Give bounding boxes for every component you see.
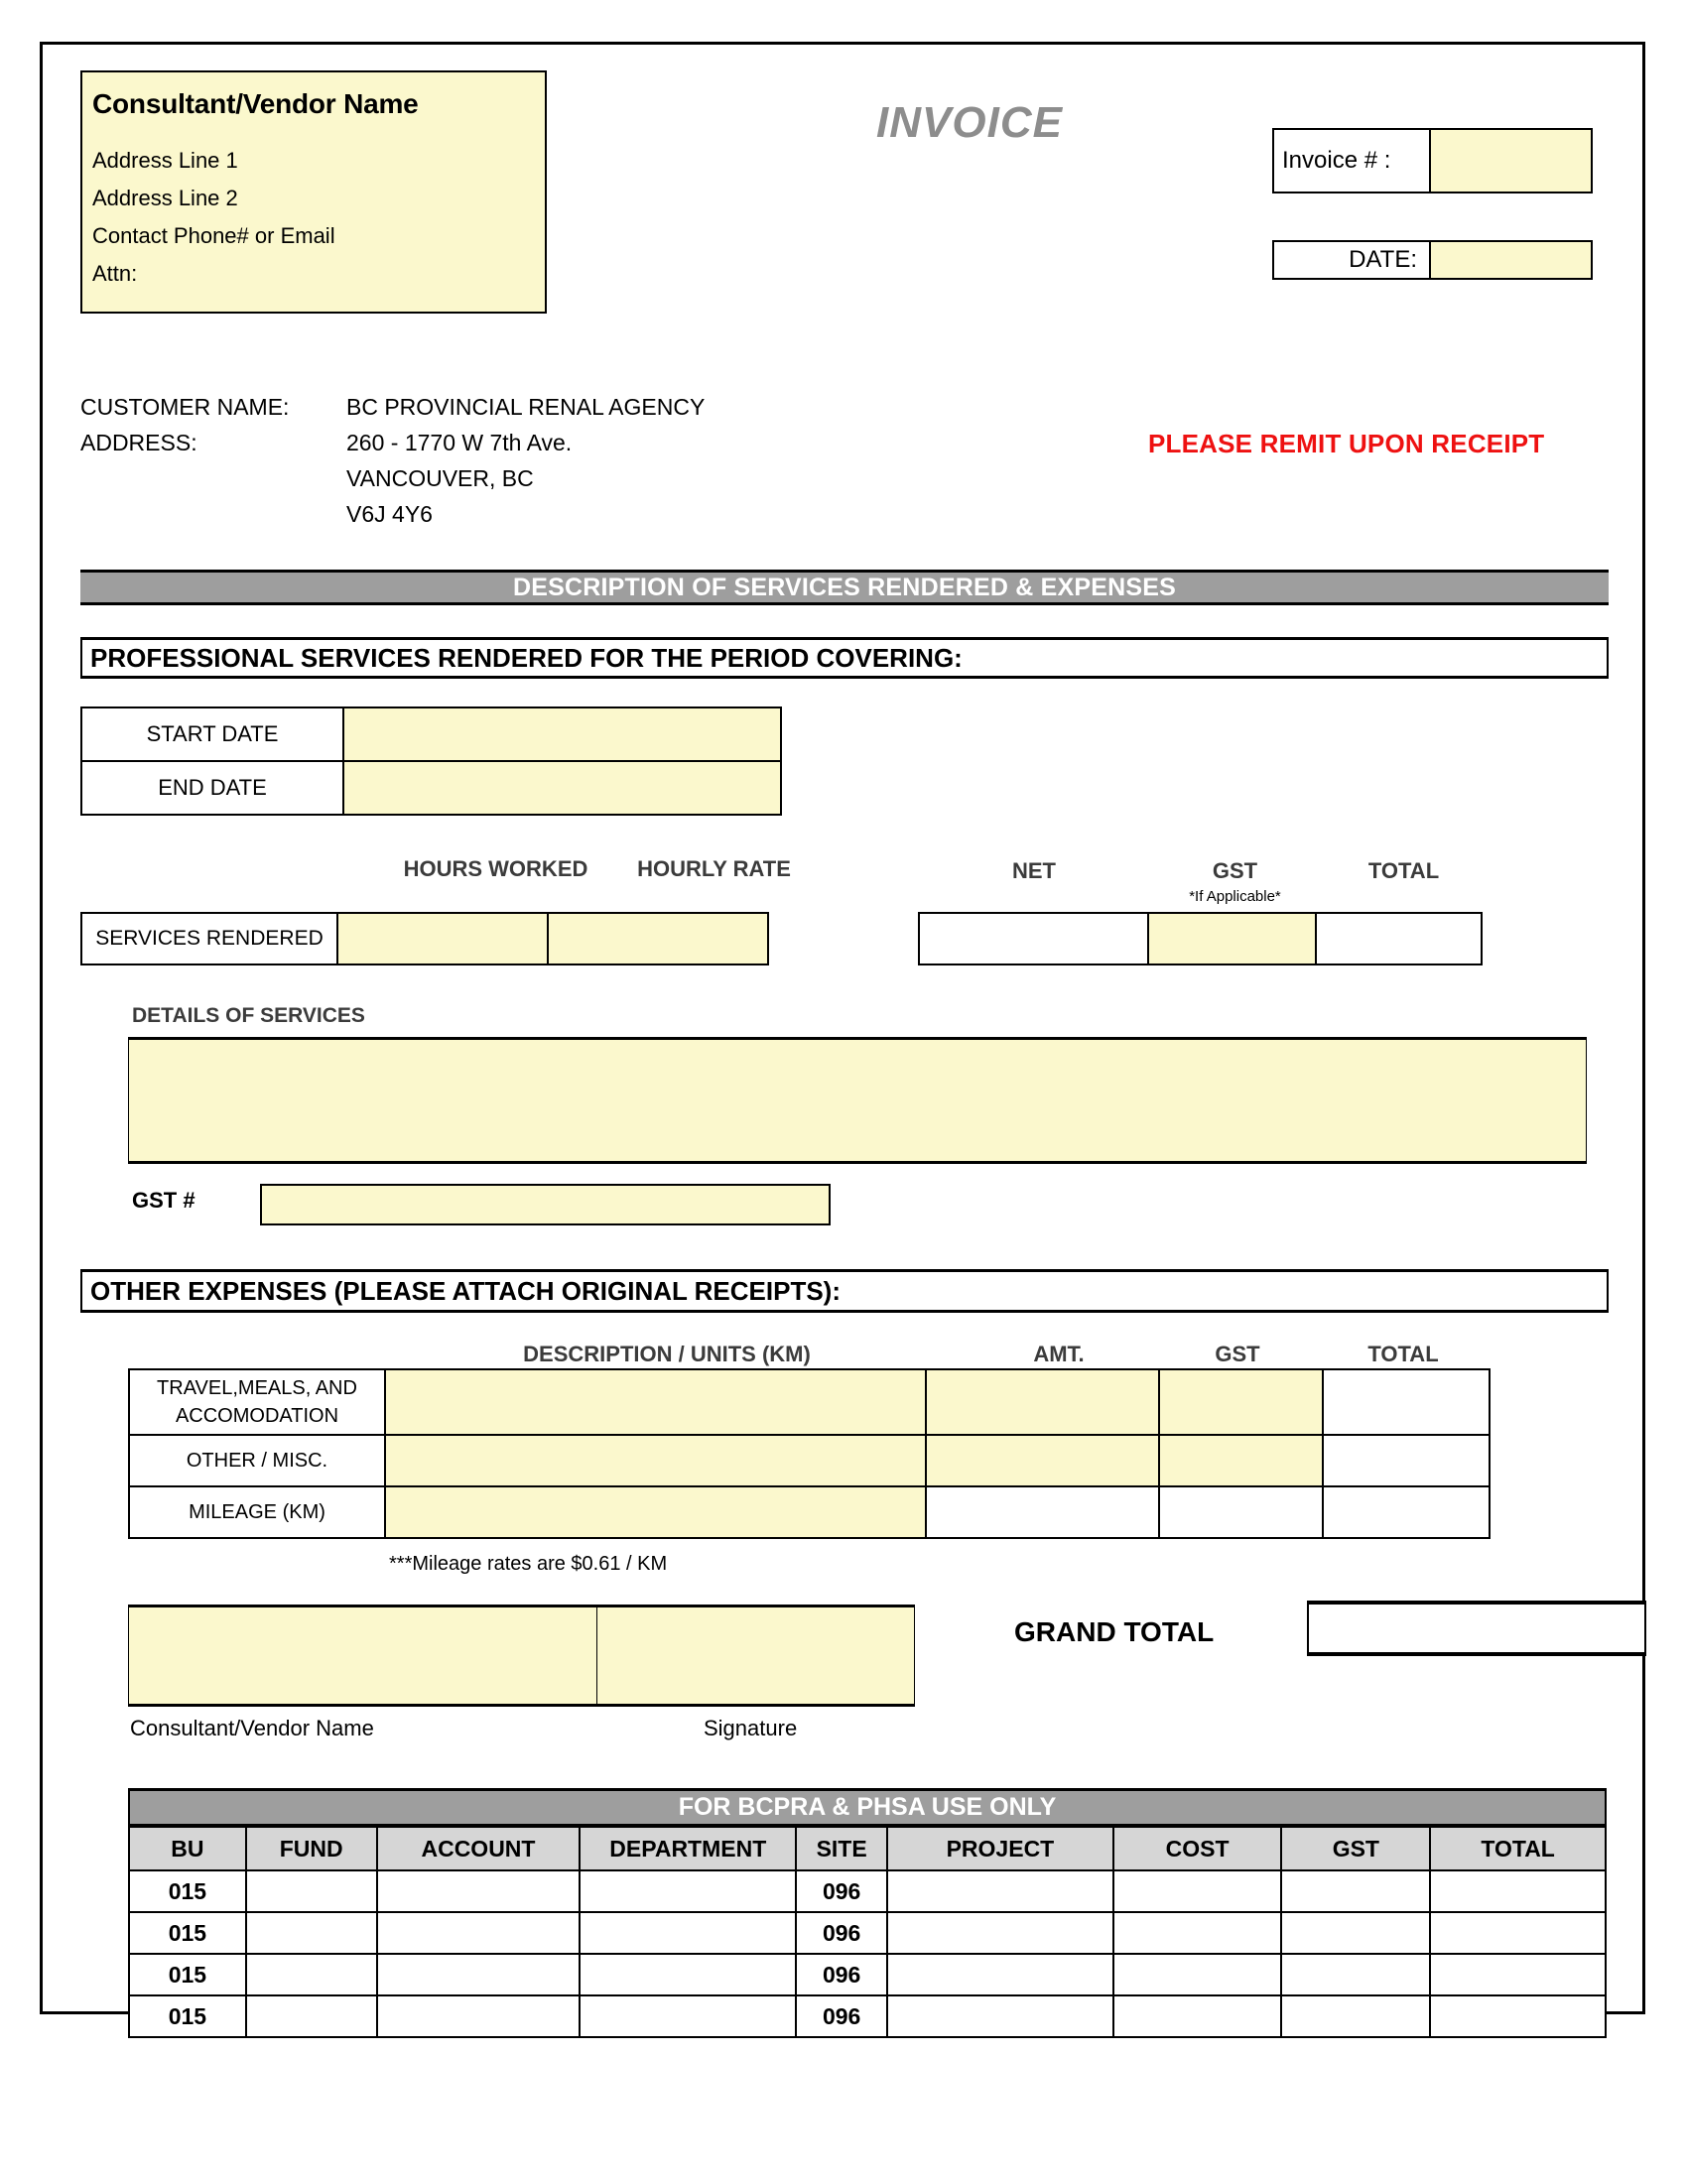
vendor-address-line-1: Address Line 1 [92,148,238,173]
table-row [129,1486,1490,1538]
signature-row [129,1606,915,1706]
other-expenses-header: OTHER EXPENSES (PLEASE ATTACH ORIGINAL RECEIPTS): [80,1269,1609,1313]
expense-description-travel-input[interactable] [385,1369,926,1435]
services-total-input[interactable] [1315,912,1483,965]
vendor-name: Consultant/Vendor Name [92,88,419,119]
cell-fund[interactable] [246,1995,377,2037]
use-only-header-row [129,1827,1606,1870]
remit-notice: PLEASE REMIT UPON RECEIPT [1148,429,1545,458]
expenses-table [128,1368,1491,1539]
net-header: NET [1012,858,1056,883]
customer-address-line-1: 260 - 1770 W 7th Ave. [346,430,573,455]
expense-label-other: OTHER / MISC. [129,1435,385,1486]
net-input[interactable] [918,912,1149,965]
hourly-rate-header: HOURLY RATE [637,856,791,881]
cell-site: 096 [796,1912,887,1954]
cell-total[interactable] [1430,1954,1606,1995]
details-of-services-label: DETAILS OF SERVICES [132,1004,365,1027]
details-of-services-input[interactable] [128,1037,1587,1164]
vendor-attn: Attn: [92,261,138,286]
invoice-content [66,57,1619,2029]
start-date-label: START DATE [81,707,343,761]
cell-total[interactable] [1430,1870,1606,1912]
table-row [129,1369,1490,1435]
customer-address-spacer [80,460,346,496]
customer-name-value: BC PROVINCIAL RENAL AGENCY [346,394,706,420]
use-only-table [128,1826,1607,2038]
grand-total-label: GRAND TOTAL [1014,1616,1215,1647]
cell-fund[interactable] [246,1954,377,1995]
expense-amount-header: AMT. [1033,1342,1085,1366]
hours-worked-input[interactable] [336,912,549,965]
end-date-input[interactable] [343,761,781,815]
signature-vendor-name-input[interactable] [129,1606,597,1706]
expense-label-travel [129,1369,385,1435]
cell-project[interactable] [887,1995,1113,2037]
cell-department[interactable] [580,1954,796,1995]
gst-number-input[interactable] [260,1184,831,1225]
gst-applicable-note: *If Applicable* [1189,888,1281,905]
expense-total-header: TOTAL [1367,1342,1439,1366]
cell-bu: 015 [129,1995,246,2037]
cell-total[interactable] [1430,1912,1606,1954]
signature-caption: Signature [704,1716,798,1740]
invoice-date-label: DATE: [1272,240,1429,280]
expense-label-mileage: MILEAGE (KM) [129,1486,385,1538]
cell-gst[interactable] [1281,1954,1430,1995]
invoice-number-row [1272,128,1593,193]
expense-description-other-input[interactable] [385,1435,926,1486]
expense-amount-other-input[interactable] [926,1435,1159,1486]
column-header-fund: FUND [246,1827,377,1870]
vendor-address-line-2: Address Line 2 [92,186,238,210]
invoice-date-row [1272,240,1593,280]
signature-vendor-name-caption: Consultant/Vendor Name [130,1716,374,1740]
column-header-cost: COST [1113,1827,1282,1870]
cell-site: 096 [796,1954,887,1995]
expense-total-travel [1323,1369,1490,1435]
cell-bu: 015 [129,1954,246,1995]
signature-input[interactable] [597,1606,915,1706]
customer-name-label: CUSTOMER NAME: [80,394,290,420]
vendor-info-block[interactable] [80,70,547,314]
expense-total-mileage [1323,1486,1490,1538]
start-date-row [81,707,781,761]
expense-total-other [1323,1435,1490,1486]
services-rendered-label: SERVICES RENDERED [80,912,338,965]
column-header-total: TOTAL [1430,1827,1606,1870]
invoice-date-input[interactable] [1429,240,1593,280]
table-row [129,1870,1606,1912]
cell-account[interactable] [377,1995,581,2037]
cell-fund[interactable] [246,1870,377,1912]
signature-table [128,1605,915,1707]
table-row [129,1995,1606,2037]
column-header-department: DEPARTMENT [580,1827,796,1870]
expense-amount-travel-input[interactable] [926,1369,1159,1435]
cell-project[interactable] [887,1912,1113,1954]
use-only-banner: FOR BCPRA & PHSA USE ONLY [128,1788,1607,1826]
customer-address-line-2: VANCOUVER, BC [346,465,534,491]
services-rendered-left-group [80,912,769,965]
professional-services-header: PROFESSIONAL SERVICES RENDERED FOR THE PERIOD COVERING: [80,637,1609,679]
expense-description-mileage-input[interactable] [385,1486,926,1538]
table-row [129,1954,1606,1995]
use-only-section [128,1788,1607,2038]
table-row [129,1435,1490,1486]
expense-label-travel-line-1: TRAVEL,MEALS, AND [157,1377,357,1399]
period-date-table [80,707,782,816]
cell-account[interactable] [377,1870,581,1912]
cell-cost[interactable] [1113,1912,1282,1954]
grand-total-value [1307,1601,1646,1656]
cell-gst[interactable] [1281,1912,1430,1954]
invoice-page-frame [40,42,1645,2029]
total-header: TOTAL [1367,858,1440,883]
cell-account[interactable] [377,1912,581,1954]
customer-name-row [80,389,705,425]
customer-address-label: ADDRESS: [80,430,197,455]
mileage-rate-note: ***Mileage rates are $0.61 / KM [389,1553,668,1575]
invoice-number-label: Invoice # : [1272,128,1429,193]
expense-amount-mileage [926,1486,1159,1538]
cell-cost[interactable] [1113,1995,1282,2037]
customer-address-spacer-2 [80,496,346,532]
cell-project[interactable] [887,1954,1113,1995]
expense-description-header: DESCRIPTION / UNITS (KM) [523,1342,811,1366]
cell-department[interactable] [580,1870,796,1912]
expense-gst-travel-input[interactable] [1159,1369,1323,1435]
cell-cost[interactable] [1113,1954,1282,1995]
start-date-input[interactable] [343,707,781,761]
gst-header: GST [1212,858,1258,883]
services-gst-input[interactable] [1147,912,1317,965]
cell-department[interactable] [580,1995,796,2037]
end-date-row [81,761,781,815]
cell-bu: 015 [129,1912,246,1954]
column-header-gst: GST [1281,1827,1430,1870]
cell-project[interactable] [887,1870,1113,1912]
invoice-number-input[interactable] [1429,128,1593,193]
cell-site: 096 [796,1995,887,2037]
services-rendered-right-group [918,912,1483,965]
cell-gst[interactable] [1281,1995,1430,2037]
hourly-rate-input[interactable] [547,912,769,965]
gst-number-label: GST # [132,1188,195,1213]
cell-bu: 015 [129,1870,246,1912]
expense-gst-other-input[interactable] [1159,1435,1323,1486]
hours-worked-header: HOURS WORKED [403,856,588,881]
page-title: INVOICE [876,98,1063,147]
customer-address-row-3 [80,496,705,532]
column-header-site: SITE [796,1827,887,1870]
expense-label-travel-line-2: ACCOMODATION [175,1405,339,1427]
cell-total[interactable] [1430,1995,1606,2037]
cell-department[interactable] [580,1912,796,1954]
customer-address-row-2 [80,460,705,496]
customer-postal-code: V6J 4Y6 [346,501,433,527]
column-header-bu: BU [129,1827,246,1870]
expense-gst-header: GST [1215,1342,1260,1366]
description-of-services-banner: DESCRIPTION OF SERVICES RENDERED & EXPENSES [80,570,1609,605]
customer-address-row [80,425,705,460]
end-date-label: END DATE [81,761,343,815]
table-row [129,1912,1606,1954]
column-header-account: ACCOUNT [377,1827,581,1870]
cell-fund[interactable] [246,1912,377,1954]
expense-gst-mileage [1159,1486,1323,1538]
cell-cost[interactable] [1113,1870,1282,1912]
column-header-project: PROJECT [887,1827,1113,1870]
vendor-contact: Contact Phone# or Email [92,223,335,248]
cell-site: 096 [796,1870,887,1912]
cell-account[interactable] [377,1954,581,1995]
cell-gst[interactable] [1281,1870,1430,1912]
customer-info-block [80,389,705,532]
